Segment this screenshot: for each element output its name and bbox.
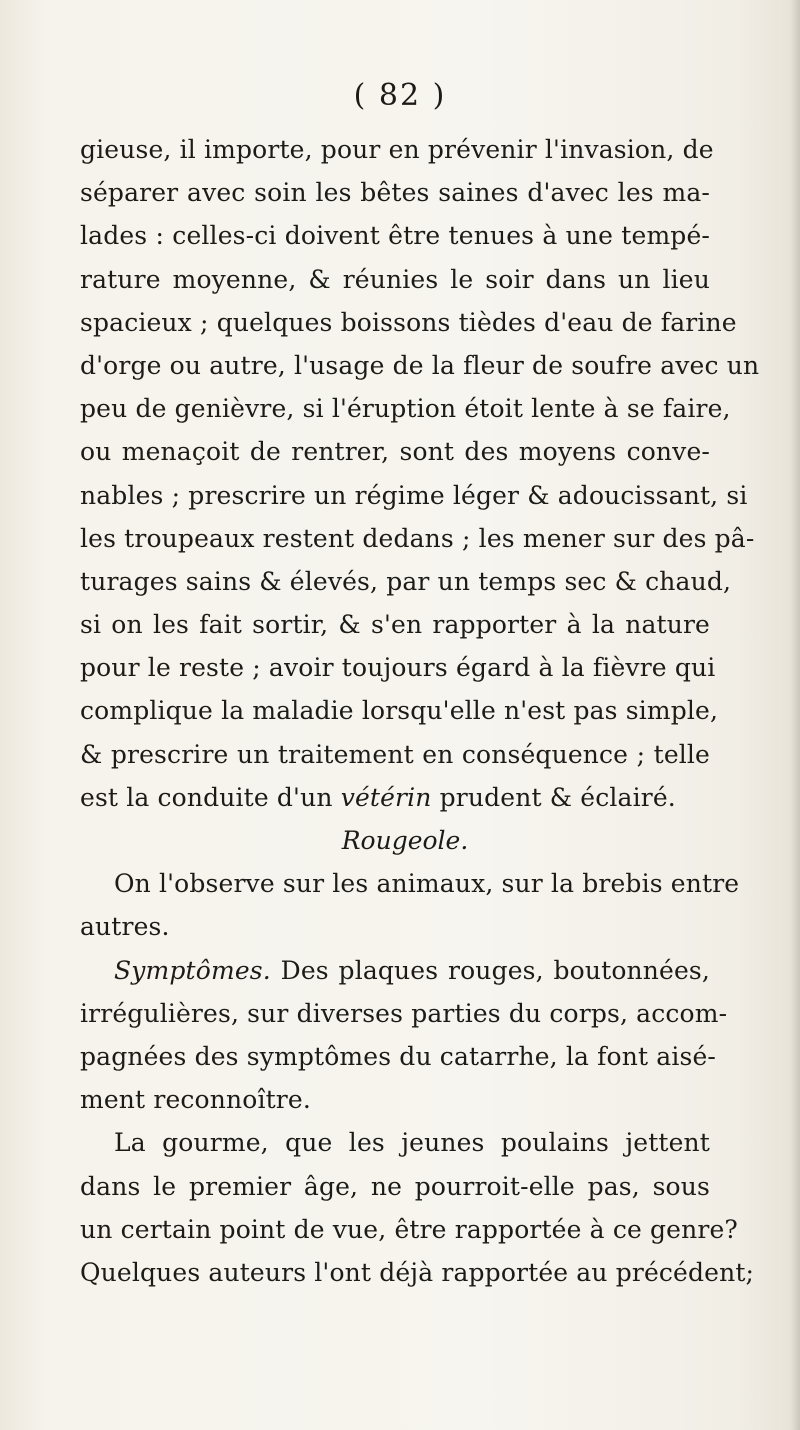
text-line: nables ; prescrire un régime léger & adoucissant, si bbox=[80, 480, 748, 510]
text-line: gieuse, il importe, pour en prévenir l'invasion, de bbox=[80, 135, 714, 164]
text-line: irrégulières, sur diverses parties du corps, accom- bbox=[80, 998, 728, 1028]
text-line: peu de genièvre, si l'éruption étoit lente à se faire, bbox=[80, 394, 731, 424]
text-line: pagnées des symptômes du catarrhe, la font aisé- bbox=[80, 1041, 717, 1071]
page-number: ( 82 ) bbox=[353, 78, 447, 113]
text-line: lades : celles-ci doivent être tenues à une tempé- bbox=[80, 221, 710, 251]
text-line: les troupeaux restent dedans ; les mener sur des pâ- bbox=[80, 523, 755, 553]
emphasized-word: vétérin bbox=[340, 782, 432, 812]
text-line: si on les fait sortir, & s'en rapporter à la nature bbox=[80, 610, 710, 640]
text-line: complique la maladie lorsqu'elle n'est pas simple, bbox=[80, 696, 719, 726]
text-line: d'orge ou autre, l'usage de la fleur de soufre avec un bbox=[80, 350, 760, 380]
text-line: La gourme, que les jeunes poulains jettent bbox=[114, 1128, 710, 1158]
section-heading: Rougeole. bbox=[341, 826, 469, 855]
text-line: On l'observe sur les animaux, sur la brebis entre bbox=[114, 869, 740, 899]
text-line: turages sains & élevés, par un temps sec & chaud, bbox=[80, 566, 732, 596]
text-run: prudent & éclairé. bbox=[431, 782, 676, 812]
text-line: autres. bbox=[80, 912, 170, 942]
text-line: pour le reste ; avoir toujours égard à la fièvre qui bbox=[80, 653, 716, 683]
text-line: spacieux ; quelques boissons tièdes d'eau de farine bbox=[80, 307, 737, 337]
text-line bbox=[80, 949, 710, 992]
text-line: ou menaçoit de rentrer, sont des moyens conve- bbox=[80, 437, 710, 467]
text-line: & prescrire un traitement en conséquence ; telle bbox=[80, 739, 710, 769]
text-line: rature moyenne, & réunies le soir dans un lieu bbox=[80, 264, 710, 294]
text-line: séparer avec soin les bêtes saines d'avec les ma- bbox=[80, 178, 710, 208]
text-run: Des plaques rouges, boutonnées, bbox=[270, 955, 710, 985]
text-line bbox=[80, 776, 710, 819]
page-edge-shadow bbox=[790, 0, 800, 1430]
emphasized-word: Symptômes. bbox=[114, 955, 271, 985]
text-run: est la conduite d'un bbox=[80, 782, 341, 812]
text-line: Quelques auteurs l'ont déjà rapportée au précédent; bbox=[80, 1257, 755, 1287]
body-text bbox=[80, 128, 760, 1294]
text-line: dans le premier âge, ne pourroit-elle pas, sous bbox=[80, 1171, 710, 1201]
text-line: un certain point de vue, être rapportée à ce genre? bbox=[80, 1214, 738, 1244]
text-line: ment reconnoître. bbox=[80, 1085, 311, 1115]
